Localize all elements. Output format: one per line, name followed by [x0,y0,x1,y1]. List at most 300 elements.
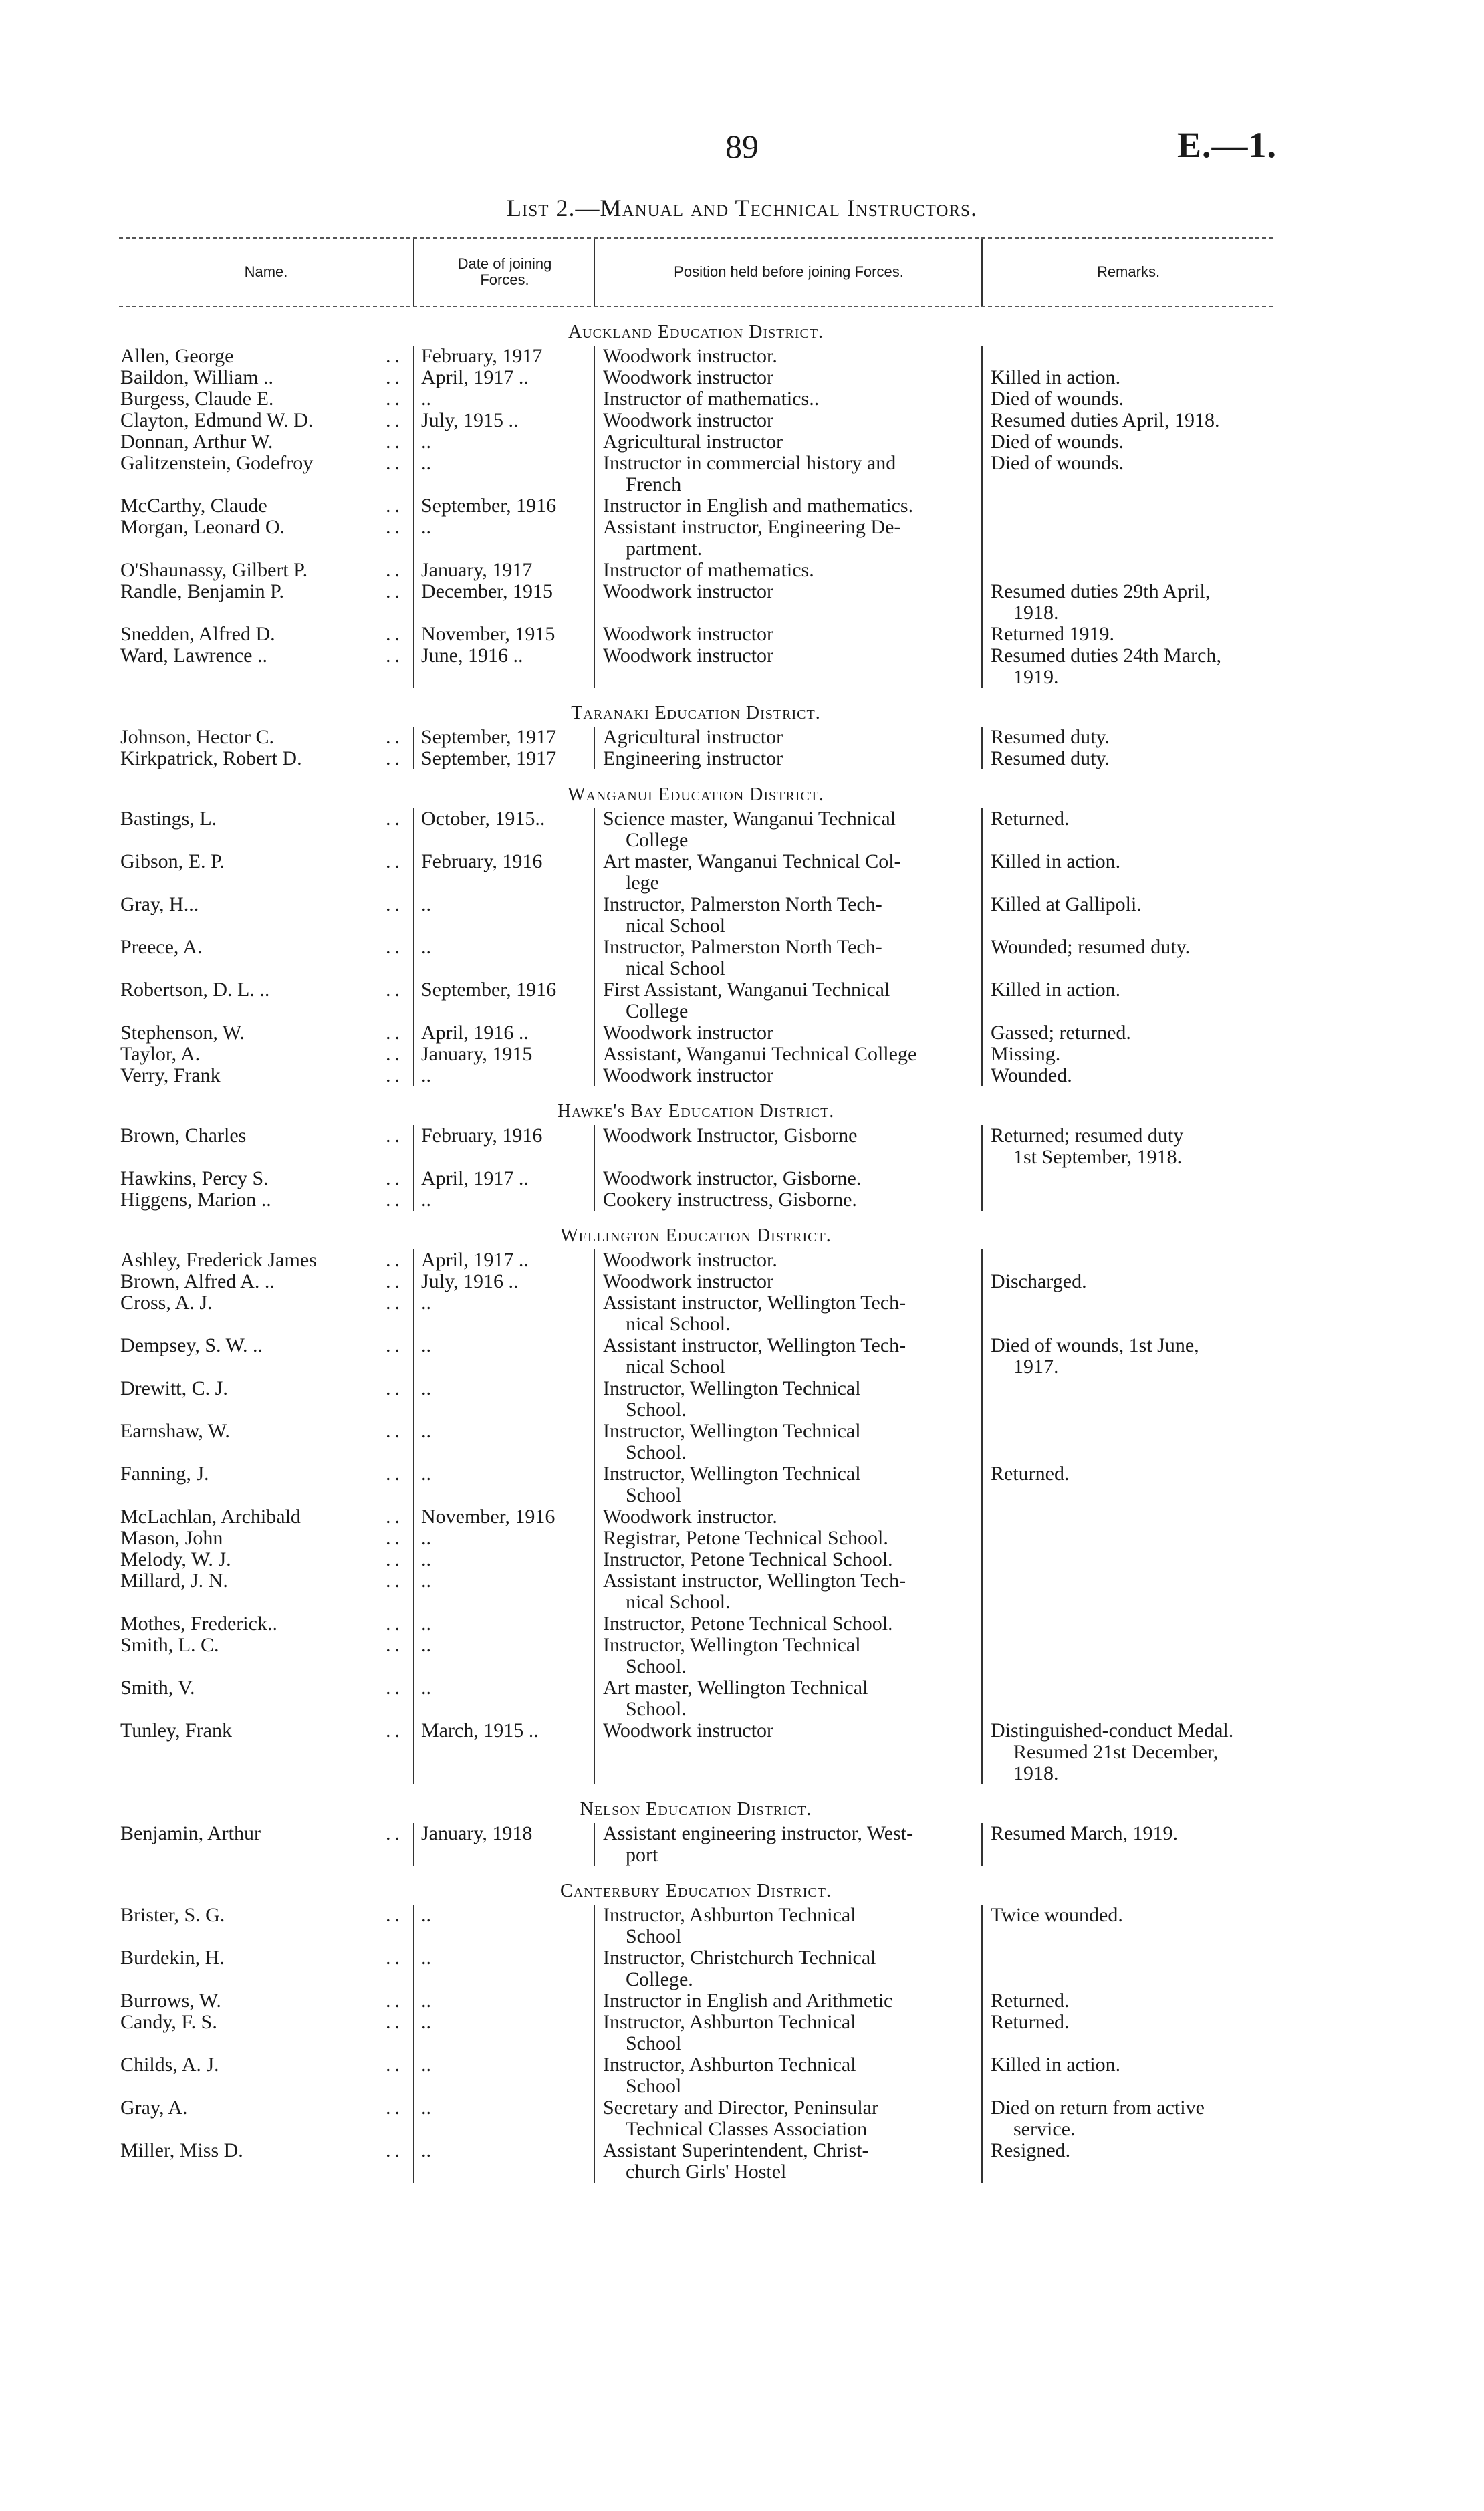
district-section [119,701,1273,769]
cell-position [594,1720,981,1784]
instructor-name: Allen, George [120,345,234,367]
cell-date-joined: .. [413,517,594,560]
leader-dots: .. [386,1168,404,1189]
instructor-name: Childs, A. J. [120,2054,219,2076]
position-line: Assistant instructor, Wellington Tech- [603,1570,906,1592]
instructor-name: Clayton, Edmund W. D. [120,409,314,431]
cell-name [119,808,413,851]
remarks-line: Died on return from active [991,2097,1205,2119]
table-header-rule [119,306,1273,307]
table-row [119,1022,1273,1044]
remarks-line: Wounded. [991,1064,1072,1086]
cell-name [119,431,413,453]
cell-position [594,1271,981,1292]
cell-remarks [981,748,1273,769]
instructor-name: Smith, L. C. [120,1634,219,1656]
leader-dots: .. [386,624,404,645]
cell-remarks [981,2140,1273,2183]
table-row [119,1335,1273,1378]
remarks-line: Gassed; returned. [991,1022,1131,1044]
cell-date-joined: July, 1916 .. [413,1271,594,1292]
cell-position [594,1463,981,1506]
table-row [119,1044,1273,1065]
cell-name [119,1463,413,1506]
position-line: Secretary and Director, Peninsular [603,2097,878,2119]
cell-name [119,1044,413,1065]
position-line: Instructor, Palmerston North Tech- [603,936,882,958]
cell-position [594,727,981,748]
cell-date-joined: September, 1916 [413,495,594,517]
cell-name [119,560,413,581]
leader-dots: .. [386,1990,404,2012]
cell-remarks [981,1168,1273,1189]
leader-dots: .. [386,1065,404,1086]
cell-position [594,1168,981,1189]
position-line: Assistant, Wanganui Technical College [603,1043,917,1065]
cell-date-joined: April, 1917 .. [413,1168,594,1189]
column-header-date-line2: Forces. [480,271,529,288]
cell-position [594,1249,981,1271]
remarks-line: Resumed 21st December, [1013,1741,1219,1763]
leader-dots: .. [386,1635,404,1656]
position-line: School [626,1484,682,1506]
cell-date-joined: June, 1916 .. [413,645,594,688]
remarks-line: Died of wounds. [991,452,1124,474]
cell-position [594,1677,981,1720]
cell-date-joined: .. [413,1613,594,1635]
cell-date-joined: February, 1916 [413,1125,594,1168]
position-line: nical School. [626,1591,731,1613]
cell-remarks [981,1378,1273,1421]
cell-date-joined: December, 1915 [413,581,594,624]
cell-name [119,1249,413,1271]
cell-name [119,2012,413,2054]
cell-date-joined: .. [413,1335,594,1378]
leader-dots: .. [386,346,404,367]
cell-date-joined: January, 1917 [413,560,594,581]
cell-position [594,1905,981,1947]
district-section [119,1100,1273,1211]
cell-name [119,1613,413,1635]
leader-dots: .. [386,1292,404,1314]
table-row [119,851,1273,894]
position-line: School [626,1925,682,1947]
cell-name [119,727,413,748]
position-line: Instructor, Wellington Technical [603,1420,861,1442]
remarks-line: Killed in action. [991,366,1121,388]
cell-name [119,1378,413,1421]
cell-position [594,979,981,1022]
leader-dots: .. [386,1022,404,1044]
cell-position [594,808,981,851]
remarks-line: Returned. [991,1990,1070,2012]
instructor-name: Cross, A. J. [120,1292,213,1314]
table-row [119,2054,1273,2097]
instructor-name: Randle, Benjamin P. [120,580,284,602]
leader-dots: .. [386,1125,404,1147]
table-row [119,1990,1273,2012]
cell-remarks [981,453,1273,495]
cell-remarks [981,1720,1273,1784]
cell-position [594,2140,981,2183]
cell-name [119,2140,413,2183]
cell-position [594,2012,981,2054]
cell-position [594,2054,981,2097]
remarks-line: Resumed duty. [991,747,1110,769]
position-line: Technical Classes Association [626,2118,868,2140]
position-line: Woodwork instructor. [603,1506,777,1528]
leader-dots: .. [386,495,404,517]
leader-dots: .. [386,2140,404,2161]
cell-name [119,346,413,367]
instructor-name: Brown, Charles [120,1124,247,1147]
cell-date-joined: .. [413,1189,594,1211]
leader-dots: .. [386,1335,404,1356]
position-line: Woodwork instructor, Gisborne. [603,1167,862,1189]
cell-date-joined: .. [413,1990,594,2012]
position-line: School. [626,1399,687,1421]
instructor-name: McLachlan, Archibald [120,1506,301,1528]
instructor-name: Ashley, Frederick James [120,1249,317,1271]
position-line: Woodwork instructor [603,409,774,431]
position-line: Cookery instructress, Gisborne. [603,1189,857,1211]
position-line: Assistant instructor, Engineering De- [603,516,901,538]
leader-dots: .. [386,1947,404,1969]
position-line: nical School [626,957,726,979]
cell-date-joined: April, 1916 .. [413,1022,594,1044]
remarks-line: Returned. [991,808,1070,830]
table-row [119,894,1273,937]
cell-date-joined: January, 1915 [413,1044,594,1065]
table-row [119,1249,1273,1271]
position-line: Agricultural instructor [603,431,783,453]
district-section [119,320,1273,688]
table-row [119,1189,1273,1211]
cell-date-joined: November, 1916 [413,1506,594,1528]
cell-remarks [981,1065,1273,1086]
cell-name [119,2097,413,2140]
cell-remarks [981,495,1273,517]
cell-position [594,624,981,645]
cell-position [594,1022,981,1044]
cell-remarks [981,517,1273,560]
remarks-line: Returned. [991,1463,1070,1485]
cell-position [594,1635,981,1677]
instructor-name: Johnson, Hector C. [120,726,274,748]
leader-dots: .. [386,1613,404,1635]
position-line: School [626,2075,682,2097]
remarks-line: 1917. [1013,1356,1059,1378]
instructor-name: Bastings, L. [120,808,217,830]
cell-remarks [981,1990,1273,2012]
table-row [119,581,1273,624]
cell-remarks [981,1613,1273,1635]
cell-remarks [981,624,1273,645]
cell-date-joined: January, 1918 [413,1823,594,1866]
leader-dots: .. [386,1677,404,1699]
cell-date-joined: .. [413,2097,594,2140]
cell-name [119,851,413,894]
position-line: First Assistant, Wanganui Technical [603,979,890,1001]
district-section [119,1879,1273,2183]
table-row [119,727,1273,748]
position-line: Art master, Wellington Technical [603,1677,868,1699]
instructor-name: Hawkins, Percy S. [120,1167,269,1189]
leader-dots: .. [386,431,404,453]
cell-remarks [981,937,1273,979]
instructor-name: Tunley, Frank [120,1719,232,1742]
position-line: Woodwork instructor [603,366,774,388]
instructor-name: Stephenson, W. [120,1022,245,1044]
leader-dots: .. [386,808,404,830]
position-line: Assistant instructor, Wellington Tech- [603,1292,906,1314]
cell-name [119,1947,413,1990]
district-heading: Wellington Education District. [560,1225,832,1246]
cell-name [119,624,413,645]
cell-remarks [981,1292,1273,1335]
cell-position [594,748,981,769]
leader-dots: .. [386,645,404,667]
position-line: Registrar, Petone Technical School. [603,1527,888,1549]
cell-remarks [981,1249,1273,1271]
table-row [119,1823,1273,1866]
leader-dots: .. [386,367,404,388]
position-line: School. [626,1655,687,1677]
position-line: Instructor, Petone Technical School. [603,1612,893,1635]
position-line: nical School [626,915,726,937]
position-line: French [626,473,682,495]
position-line: Woodwork instructor [603,1270,774,1292]
position-line: Instructor in English and mathematics. [603,495,914,517]
district-heading: Auckland Education District. [568,322,824,342]
cell-date-joined: .. [413,431,594,453]
cell-remarks [981,1905,1273,1947]
instructor-name: Donnan, Arthur W. [120,431,273,453]
instructor-name: Gibson, E. P. [120,850,225,872]
remarks-line: Killed in action. [991,979,1121,1001]
cell-name [119,1022,413,1044]
cell-position [594,894,981,937]
cell-name [119,410,413,431]
cell-date-joined: .. [413,388,594,410]
instructor-name: Benjamin, Arthur [120,1822,261,1844]
cell-name [119,388,413,410]
table-row [119,1528,1273,1549]
table-row [119,624,1273,645]
instructor-name: Fanning, J. [120,1463,209,1485]
cell-position [594,388,981,410]
instructor-name: Dempsey, S. W. .. [120,1334,263,1356]
position-line: Instructor, Wellington Technical [603,1463,861,1485]
cell-name [119,1570,413,1613]
cell-remarks [981,1022,1273,1044]
cell-date-joined: .. [413,1421,594,1463]
table-row [119,1905,1273,1947]
remarks-line: Wounded; resumed duty. [991,936,1191,958]
instructor-name: Miller, Miss D. [120,2139,243,2161]
position-line: lege [626,872,659,894]
cell-name [119,1421,413,1463]
position-line: Instructor, Ashburton Technical [603,2054,856,2076]
position-line: Instructor in commercial history and [603,452,896,474]
instructor-name: Brister, S. G. [120,1904,225,1926]
cell-name [119,1168,413,1189]
cell-remarks [981,1189,1273,1211]
cell-position [594,517,981,560]
instructor-name: Earnshaw, W. [120,1420,230,1442]
cell-name [119,1905,413,1947]
leader-dots: .. [386,1378,404,1399]
instructor-name: Robertson, D. L. .. [120,979,270,1001]
table-row [119,1677,1273,1720]
instructor-name: Gray, A. [120,2097,188,2119]
position-line: Engineering instructor [603,747,783,769]
cell-remarks [981,894,1273,937]
table-row [119,495,1273,517]
leader-dots: .. [386,2097,404,2119]
cell-date-joined: .. [413,2054,594,2097]
cell-date-joined: .. [413,2012,594,2054]
cell-position [594,581,981,624]
leader-dots: .. [386,1506,404,1528]
cell-remarks [981,388,1273,410]
cell-name [119,517,413,560]
leader-dots: .. [386,1570,404,1592]
table-row [119,367,1273,388]
table-row [119,1421,1273,1463]
leader-dots: .. [386,2012,404,2033]
leader-dots: .. [386,1463,404,1485]
cell-position [594,410,981,431]
cell-name [119,1549,413,1570]
position-line: nical School. [626,1313,731,1335]
table-row [119,517,1273,560]
cell-position [594,1044,981,1065]
cell-name [119,2054,413,2097]
cell-name [119,1292,413,1335]
cell-date-joined: .. [413,1065,594,1086]
table-row [119,1613,1273,1635]
table-row [119,1125,1273,1168]
table-row [119,1947,1273,1990]
instructor-name: Burrows, W. [120,1990,221,2012]
cell-name [119,1720,413,1784]
remarks-line: service. [1013,2118,1076,2140]
position-line: Assistant engineering instructor, West- [603,1822,914,1844]
position-line: Instructor, Wellington Technical [603,1634,861,1656]
remarks-line: Missing. [991,1043,1061,1065]
cell-remarks [981,560,1273,581]
cell-position [594,645,981,688]
column-header-date-line1: Date of joining [457,255,552,272]
instructors-table [119,237,1273,2183]
instructor-name: Morgan, Leonard O. [120,516,285,538]
table-row [119,1720,1273,1784]
position-line: Woodwork instructor [603,1719,774,1742]
district-section [119,783,1273,1086]
cell-remarks [981,1125,1273,1168]
cell-date-joined: March, 1915 .. [413,1720,594,1784]
list-title: List 2.—Manual and Technical Instructors. [507,195,977,221]
leader-dots: .. [386,1271,404,1292]
cell-position [594,1335,981,1378]
position-line: Instructor, Wellington Technical [603,1377,861,1399]
cell-position [594,1947,981,1990]
cell-name [119,894,413,937]
table-row [119,2140,1273,2183]
cell-date-joined: February, 1917 [413,346,594,367]
instructor-name: Kirkpatrick, Robert D. [120,747,302,769]
cell-position [594,1549,981,1570]
cell-date-joined: .. [413,1528,594,1549]
leader-dots: .. [386,517,404,538]
cell-remarks [981,851,1273,894]
cell-date-joined: February, 1916 [413,851,594,894]
cell-date-joined: October, 1915.. [413,808,594,851]
cell-date-joined: .. [413,1905,594,1947]
cell-name [119,1677,413,1720]
cell-position [594,367,981,388]
table-header [119,239,1273,306]
cell-remarks [981,1463,1273,1506]
cell-remarks [981,1335,1273,1378]
instructor-name: Drewitt, C. J. [120,1377,228,1399]
cell-position [594,937,981,979]
table-row [119,1292,1273,1335]
cell-position [594,560,981,581]
position-line: Instructor of mathematics.. [603,388,820,410]
position-line: port [626,1844,658,1866]
district-section [119,1798,1273,1866]
column-header-name: Name. [244,263,288,280]
cell-name [119,1990,413,2012]
page-number: 89 [725,128,759,165]
position-line: Agricultural instructor [603,726,783,748]
table-row [119,748,1273,769]
cell-date-joined: September, 1917 [413,748,594,769]
position-line: School. [626,1698,687,1720]
instructor-name: Brown, Alfred A. .. [120,1270,275,1292]
position-line: Woodwork instructor [603,1064,774,1086]
cell-remarks [981,645,1273,688]
cell-name [119,1065,413,1086]
cell-name [119,1335,413,1378]
instructor-name: Millard, J. N. [120,1570,228,1592]
cell-position [594,495,981,517]
district-heading: Taranaki Education District. [571,703,821,723]
leader-dots: .. [386,894,404,915]
table-row [119,2097,1273,2140]
instructor-name: Smith, V. [120,1677,195,1699]
position-line: Woodwork instructor. [603,1249,777,1271]
position-line: Instructor, Palmerston North Tech- [603,893,882,915]
remarks-line: 1919. [1013,666,1059,688]
cell-date-joined: .. [413,1549,594,1570]
cell-remarks [981,1549,1273,1570]
document-reference: E.—1. [1177,125,1277,165]
cell-date-joined: .. [413,2140,594,2183]
remarks-line: Returned; resumed duty [991,1124,1184,1147]
table-row [119,937,1273,979]
cell-date-joined: September, 1917 [413,727,594,748]
table-row [119,1506,1273,1528]
position-line: Instructor of mathematics. [603,559,814,581]
cell-date-joined: .. [413,1947,594,1990]
cell-date-joined: .. [413,453,594,495]
position-line: Woodwork instructor. [603,345,777,367]
cell-name [119,645,413,688]
remarks-line: Resumed duty. [991,726,1110,748]
